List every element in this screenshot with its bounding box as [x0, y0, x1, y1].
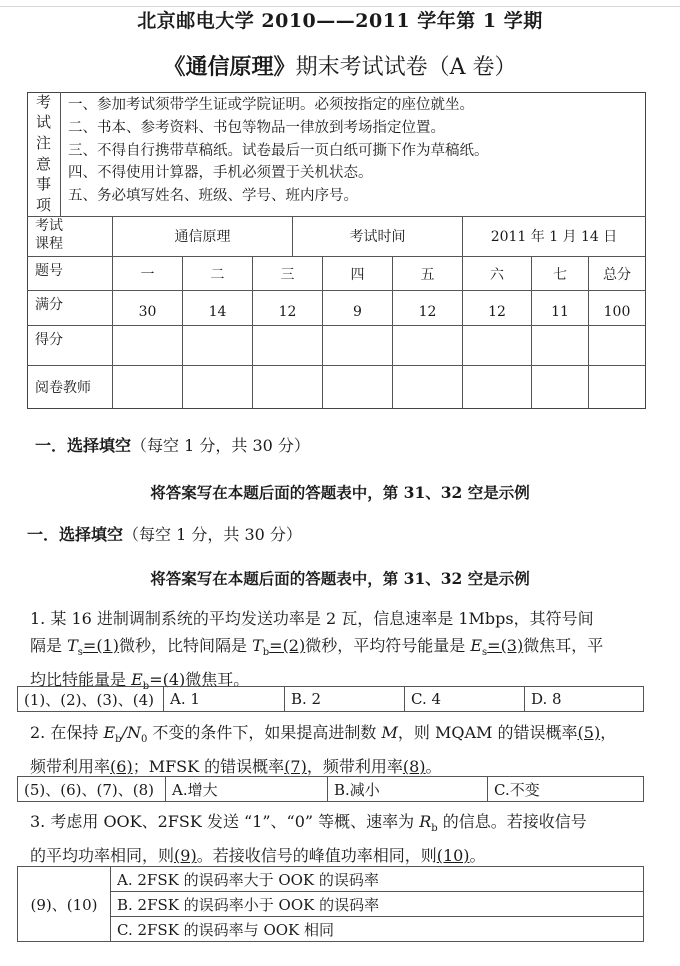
blank-6: (6): [110, 757, 133, 777]
answer-option[interactable]: A.增大: [166, 777, 328, 801]
answer-lead: (1)、(2)、(3)、(4): [18, 687, 164, 711]
section-title-bold: 一．选择填空: [35, 436, 132, 455]
answer-option[interactable]: C. 2FSK 的误码率与 OOK 相同: [117, 920, 335, 939]
question-number-row-cell: 四: [323, 257, 393, 291]
notes-heading-char: 事: [35, 175, 51, 194]
section-instruction: 将答案写在本题后面的答题表中，第 31、32 空是示例: [150, 569, 530, 588]
question-2-text: [30, 719, 650, 780]
question-number-row-cell: 三: [253, 257, 323, 291]
section-title-bold: 一．选择填空: [27, 525, 124, 544]
question-number-row-label: 题号: [27, 257, 113, 291]
q1-line: 均比特能量是 $E_b=(4)$微焦耳。: [30, 670, 250, 693]
blank-8: (8): [402, 757, 426, 777]
full-marks-row-cell: 12: [253, 291, 323, 326]
time-label-cell: [293, 216, 463, 257]
answer-option[interactable]: B. 2: [285, 687, 405, 711]
answer-option[interactable]: B.减小: [328, 777, 488, 801]
notes-heading: [27, 92, 61, 216]
question-3-text: [30, 808, 650, 869]
q2-line: 2. 在保持 $E_b/N_0$ 不变的条件下，如果提高进制数 M，则 MQAM 的错误概率(5)，: [30, 723, 617, 746]
grader-row-cell[interactable]: [463, 366, 532, 408]
answer-lead: (5)、(6)、(7)、(8): [18, 777, 166, 801]
grader-row-cell[interactable]: [113, 366, 183, 408]
answer-lead: (9)、(10): [18, 867, 111, 941]
blank-4: =(4): [149, 670, 186, 690]
blank-5: (5): [577, 723, 601, 742]
full-marks-row-cell: 30: [113, 291, 183, 326]
answer-option[interactable]: C. 4: [405, 687, 525, 711]
grader-row-cell[interactable]: [323, 366, 393, 408]
note-item: 五、务必填写姓名、班级、学号、班内序号。: [68, 188, 358, 205]
question-number-row-cell: 五: [393, 257, 463, 291]
answer-option[interactable]: A. 1: [164, 687, 285, 711]
question-number-row-cell: 二: [183, 257, 253, 291]
grader-row-cell[interactable]: [532, 366, 589, 408]
answer-option[interactable]: A. 2FSK 的误码率大于 OOK 的误码率: [111, 867, 643, 892]
question-number-row-cell: 一: [113, 257, 183, 291]
blank-2: =(2): [269, 636, 306, 655]
section-instruction: 将答案写在本题后面的答题表中，第 31、32 空是示例: [150, 483, 530, 502]
notes-heading-char: 注: [35, 134, 51, 153]
answer-option[interactable]: D. 8: [531, 690, 562, 708]
blank-3: =(3): [487, 636, 524, 655]
answer-option[interactable]: C.不变: [494, 780, 540, 799]
course-label: 考试 课程: [35, 218, 63, 252]
answer-table-q2: [17, 776, 644, 802]
time-value: 2011 年 1 月 14 日: [490, 229, 618, 245]
full-marks-row-cell: 12: [463, 291, 532, 326]
notes-heading-char: 项: [35, 196, 51, 215]
question-number-row-cell: 六: [463, 257, 532, 291]
section-title: [35, 433, 310, 456]
note-item: 三、不得自行携带草稿纸。试卷最后一页白纸可撕下作为草稿纸。: [68, 142, 489, 159]
full-marks-row-cell: 11: [532, 291, 589, 326]
full-marks-row-cell: 9: [323, 291, 393, 326]
course-title: 《通信原理》: [163, 54, 296, 80]
time-label: 考试时间: [349, 229, 406, 245]
blank-7: (7): [284, 757, 307, 777]
grader-row-label: 阅卷教师: [27, 366, 113, 408]
q3-line: 3. 考虑用 OOK、2FSK 发送 “1”、“0” 等概、速率为 $R_b$ 的信息。若接收信号: [30, 812, 587, 835]
full-marks-row-cell: 12: [393, 291, 463, 326]
exam-subtitle: 期末考试试卷（A 卷）: [295, 55, 517, 80]
course-value-cell: [113, 216, 293, 257]
score-row-cell[interactable]: [183, 326, 253, 366]
answer-table-q1: [17, 686, 644, 712]
course-value: 通信原理: [174, 229, 231, 245]
score-row-cell[interactable]: [532, 326, 589, 366]
notes-heading-char: 考: [35, 92, 51, 111]
blank-1: =(1): [82, 636, 119, 655]
score-row-cell[interactable]: [463, 326, 532, 366]
blank-9: (9): [174, 846, 197, 866]
note-item: 一、参加考试须带学生证或学院证明。必须按指定的座位就坐。: [68, 97, 474, 113]
score-row-cell[interactable]: [393, 326, 463, 366]
q3-line: 的平均功率相同，则(9)。若接收信号的峰值功率相同，则(10)。: [30, 846, 486, 866]
score-row-label: 得分: [27, 326, 113, 366]
grader-row-cell[interactable]: [393, 366, 463, 408]
question-number-row-cell: 七: [532, 257, 589, 291]
answer-option[interactable]: B. 2FSK 的误码率小于 OOK 的误码率: [111, 892, 643, 917]
full-marks-row-label: 满分: [27, 291, 113, 326]
grader-row-cell[interactable]: [253, 366, 323, 408]
note-item: 二、书本、参考资料、书包等物品一律放到考场指定位置。: [68, 119, 445, 136]
grader-row-cell[interactable]: [183, 366, 253, 408]
notes-list: [68, 94, 489, 208]
section-title-rest: （每空 1 分，共 30 分）: [123, 525, 302, 544]
grader-row-cell[interactable]: [589, 366, 645, 408]
section-title-rest: （每空 1 分，共 30 分）: [131, 436, 310, 455]
course-label-cell: [27, 216, 113, 257]
question-number-row-cell: 总分: [589, 257, 645, 291]
q2-line: 频带利用率(6)；MFSK 的错误概率(7)，频带利用率(8)。: [30, 757, 442, 777]
q1-line: 1. 某 16 进制调制系统的平均发送功率是 2 瓦，信息速率是 1Mbps，其符号间: [30, 609, 594, 628]
score-row-cell[interactable]: [589, 326, 645, 366]
section-title: [27, 522, 302, 545]
full-marks-row-cell: 100: [589, 291, 645, 326]
answer-table-q3: [17, 866, 644, 942]
full-marks-row-cell: 14: [183, 291, 253, 326]
score-row-cell[interactable]: [323, 326, 393, 366]
university-term-heading: 北京邮电大学 2010——2011 学年第 1 学期: [137, 10, 543, 32]
score-row-cell[interactable]: [113, 326, 183, 366]
notes-heading-char: 试: [35, 113, 51, 132]
exam-title: [0, 50, 680, 81]
q1-line: 隔是 $T_s=(1)$微秒，比特间隔是 $T_b=(2)$微秒，平均符号能量是 $E_s=(3)$微焦耳，平: [30, 636, 604, 659]
time-value-cell: [463, 216, 645, 257]
blank-10: (10): [436, 846, 470, 866]
note-item: 四、不得使用计算器，手机必须置于关机状态。: [68, 165, 373, 182]
notes-heading-char: 意: [35, 154, 51, 173]
score-row-cell[interactable]: [253, 326, 323, 366]
